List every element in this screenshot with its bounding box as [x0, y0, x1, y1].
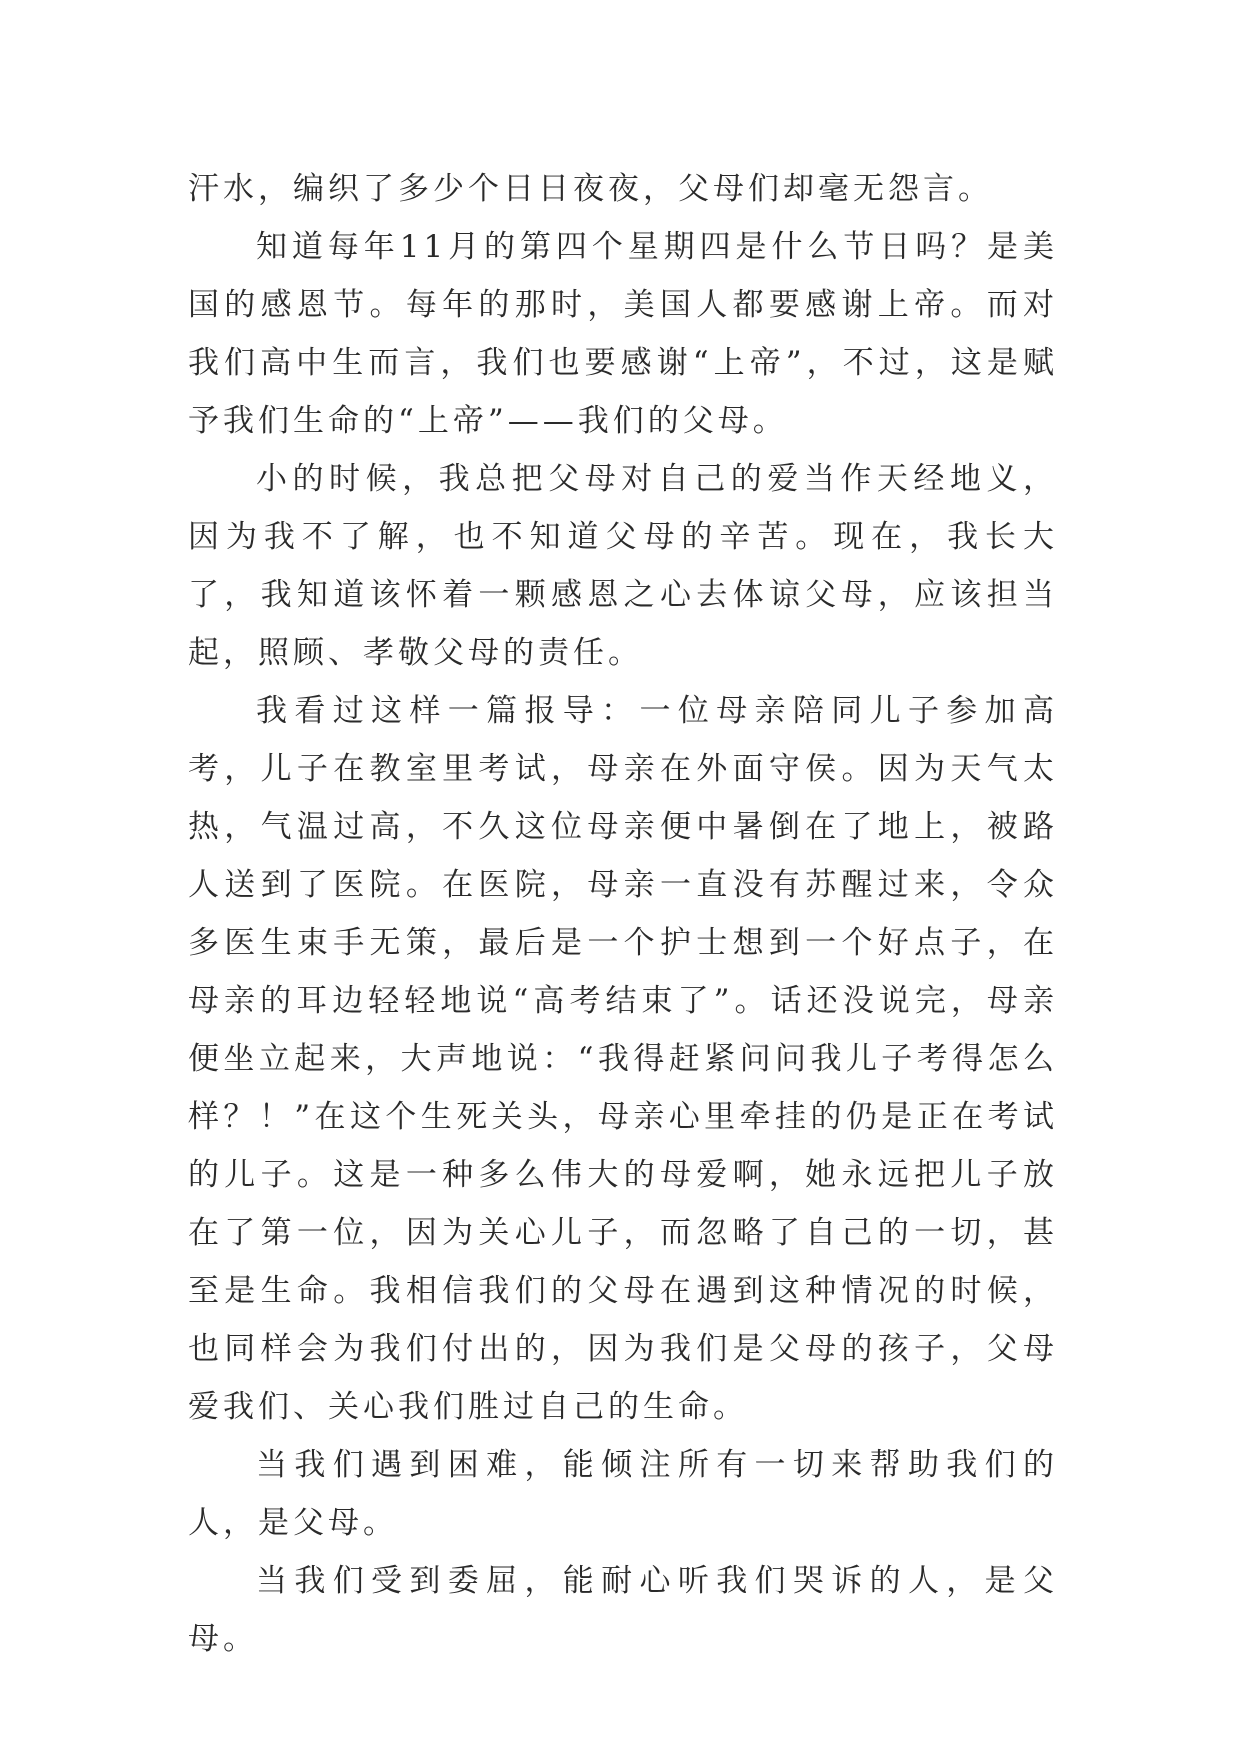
paragraph-difficulty: 当我们遇到困难，能倾注所有一切来帮助我们的人，是父母。 [188, 1447, 1058, 1541]
paragraph-childhood: 小的时候，我总把父母对自己的爱当作天经地义，因为我不了解，也不知道父母的辛苦。现在，我长大了，我知道该怀着一颗感恩之心去体谅父母，应该担当起，照顾、孝敬父母的责任。 [188, 461, 1058, 671]
document-body [188, 160, 1058, 1668]
paragraph-grievance: 当我们受到委屈，能耐心听我们哭诉的人，是父母。 [188, 1563, 1058, 1657]
paragraph-continuation: 汗水，编织了多少个日日夜夜，父母们却毫无怨言。 [188, 171, 993, 207]
paragraph-thanksgiving: 知道每年11月的第四个星期四是什么节日吗？是美国的感恩节。每年的那时，美国人都要感谢上帝。而对我们高中生而言，我们也要感谢“上帝”，不过，这是赋予我们生命的“上帝”——我们的父母。 [188, 229, 1058, 439]
paragraph-mother-story: 我看过这样一篇报导：一位母亲陪同儿子参加高考，儿子在教室里考试，母亲在外面守侯。因为天气太热，气温过高，不久这位母亲便中暑倒在了地上，被路人送到了医院。在医院，母亲一直没有苏醒过来，令众多医生束手无策，最后是一个护士想到一个好点子，在母亲的耳边轻轻地说“高考结束了”。话还没说完，母亲便坐立起来，大声地说：“我得赶紧问问我儿子考得怎么样？！”在这个生死关头，母亲心里牵挂的仍是正在考试的儿子。这是一种多么伟大的母爱啊，她永远把儿子放在了第一位，因为关心儿子，而忽略了自己的一切，甚至是生命。我相信我们的父母在遇到这种情况的时候，也同样会为我们付出的，因为我们是父母的孩子，父母爱我们、关心我们胜过自己的生命。 [188, 693, 1058, 1425]
